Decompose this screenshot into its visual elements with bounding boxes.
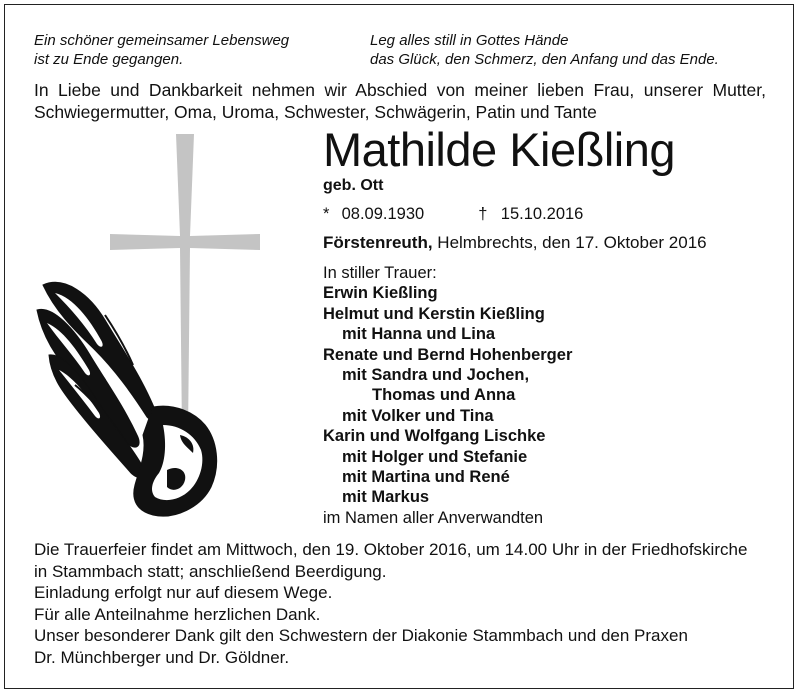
death-date: 15.10.2016	[500, 205, 584, 223]
place-rest: Helmbrechts, den 17. Oktober 2016	[432, 233, 707, 252]
footer-line: Die Trauerfeier findet am Mittwoch, den 19. Oktober 2016, um 14.00 Uhr in der Friedhofskirche	[34, 540, 748, 559]
birth-symbol: *	[323, 205, 330, 223]
poem-line: Ein schöner gemeinsamer Lebensweg	[34, 32, 290, 49]
mourner-line: Renate und Bernd Hohenberger	[323, 345, 573, 364]
deceased-name: Mathilde Kießling	[323, 123, 676, 176]
mourner-line: mit Holger und Stefanie	[342, 447, 528, 466]
mourner-line: Karin und Wolfgang Lischke	[323, 427, 546, 446]
mourner-line: Thomas und Anna	[372, 386, 516, 405]
footer-text	[34, 539, 747, 668]
place-town: Förstenreuth,	[323, 233, 433, 252]
praying-hands-icon	[35, 275, 225, 520]
mourner-line: mit Martina und René	[342, 468, 510, 487]
mourners-block	[323, 263, 572, 528]
place-date	[323, 233, 707, 253]
footer-line: Dr. Münchberger und Dr. Göldner.	[34, 647, 290, 667]
maiden-name: geb. Ott	[323, 177, 384, 194]
footer-line: in Stammbach statt; anschließend Beerdigung.	[34, 561, 387, 581]
death-symbol: †	[478, 205, 488, 223]
poem-line: ist zu Ende gegangen.	[34, 51, 184, 68]
mourner-line: mit Markus	[342, 488, 430, 507]
footer-line: Unser besonderer Dank gilt den Schwestern der Diakonie Stammbach und den Praxen	[34, 626, 688, 645]
mourner-line: mit Sandra und Jochen,	[342, 366, 530, 385]
mourner-line: Erwin Kießling	[323, 284, 438, 303]
poem-line: das Glück, den Schmerz, den Anfang und das Ende.	[370, 51, 719, 68]
footer-line: Für alle Anteilnahme herzlichen Dank.	[34, 604, 321, 624]
mourner-line: mit Volker und Tina	[342, 406, 494, 425]
intro-text: In Liebe und Dankbarkeit nehmen wir Abschied von meiner lieben Frau, unserer Mutter, Schwiegermutter, Oma, Uroma, Schwester, Schwägerin, Patin und Tante	[34, 80, 766, 122]
birth-date: 08.09.1930	[341, 205, 425, 223]
mourners-heading: In stiller Trauer:	[323, 264, 437, 282]
mourners-closing: im Namen aller Anverwandten	[323, 508, 544, 527]
mourner-line: Helmut und Kerstin Kießling	[323, 304, 545, 323]
poem-left	[34, 31, 289, 69]
mourner-line: mit Hanna und Lina	[342, 325, 496, 344]
life-dates	[323, 205, 583, 224]
poem-right	[370, 31, 719, 69]
footer-line: Einladung erfolgt nur auf diesem Wege.	[34, 583, 333, 602]
poem-line: Leg alles still in Gottes Hände	[370, 32, 569, 49]
